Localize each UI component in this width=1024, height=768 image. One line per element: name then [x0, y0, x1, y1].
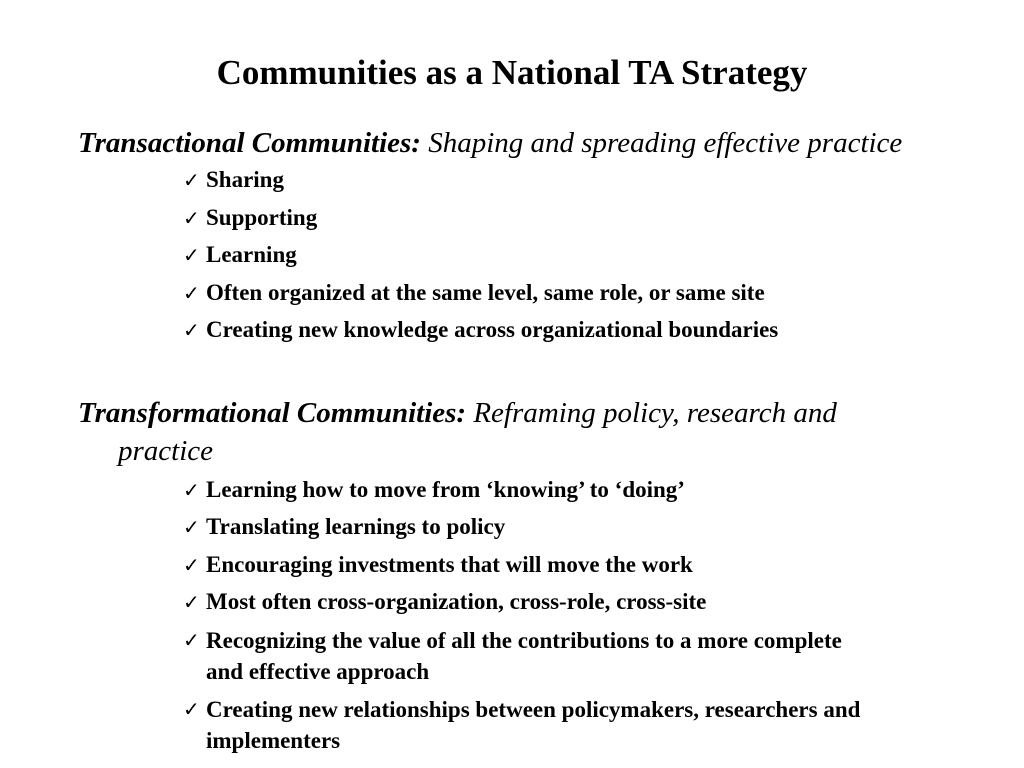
list-item-text: Translating learnings to policy — [206, 514, 506, 540]
checkmark-icon: ✓ — [183, 590, 200, 615]
list-item — [78, 512, 978, 542]
list-item-text: Sharing — [206, 167, 284, 192]
checkmark-icon: ✓ — [183, 318, 200, 343]
section-description: Reframing policy, research and practice — [118, 397, 837, 467]
checkmark-icon: ✓ — [183, 478, 200, 502]
checkmark-icon: ✓ — [183, 627, 200, 652]
checkmark-icon: ✓ — [183, 552, 200, 577]
section-label: Transformational Communities: — [78, 397, 467, 429]
checkmark-icon: ✓ — [183, 168, 200, 192]
checkmark-icon: ✓ — [183, 696, 200, 721]
list-item-text: Learning how to move from ‘knowing’ to ‘doing’ — [206, 477, 685, 502]
list-item — [78, 240, 978, 270]
list-item — [78, 315, 978, 345]
checkmark-icon: ✓ — [183, 205, 200, 230]
list-item — [78, 165, 978, 195]
bullet-list — [78, 475, 978, 756]
list-item — [78, 694, 876, 756]
section-transactional — [78, 124, 978, 353]
list-item-text: Often organized at the same level, same role, or same site — [206, 279, 765, 305]
list-item — [78, 625, 876, 687]
list-item — [78, 550, 978, 580]
list-item-text: Supporting — [206, 204, 318, 230]
list-item — [78, 203, 978, 233]
list-item-text: Most often cross-organization, cross-role, cross-site — [206, 589, 707, 615]
list-item — [78, 278, 978, 308]
checkmark-icon: ✓ — [183, 280, 200, 305]
list-item-text: Creating new relationships between policymakers, researchers and implementers — [206, 696, 861, 753]
checkmark-icon: ✓ — [183, 243, 200, 268]
list-item-text: Learning — [206, 242, 297, 268]
list-item-text: Creating new knowledge across organizational boundaries — [206, 317, 779, 343]
list-item — [78, 475, 978, 505]
section-label: Transactional Communities: — [78, 127, 421, 159]
slide-title: Communities as a National TA Strategy — [216, 53, 808, 92]
bullet-list — [78, 165, 978, 345]
section-transformational — [78, 394, 978, 763]
section-heading — [78, 394, 928, 470]
checkmark-icon: ✓ — [183, 515, 200, 540]
list-item-text: Recognizing the value of all the contributions to a more complete and effective approach — [206, 627, 842, 684]
list-item — [78, 587, 978, 617]
section-description: Shaping and spreading effective practice — [428, 127, 903, 159]
section-heading — [78, 124, 928, 162]
list-item-text: Encouraging investments that will move the work — [206, 551, 693, 577]
